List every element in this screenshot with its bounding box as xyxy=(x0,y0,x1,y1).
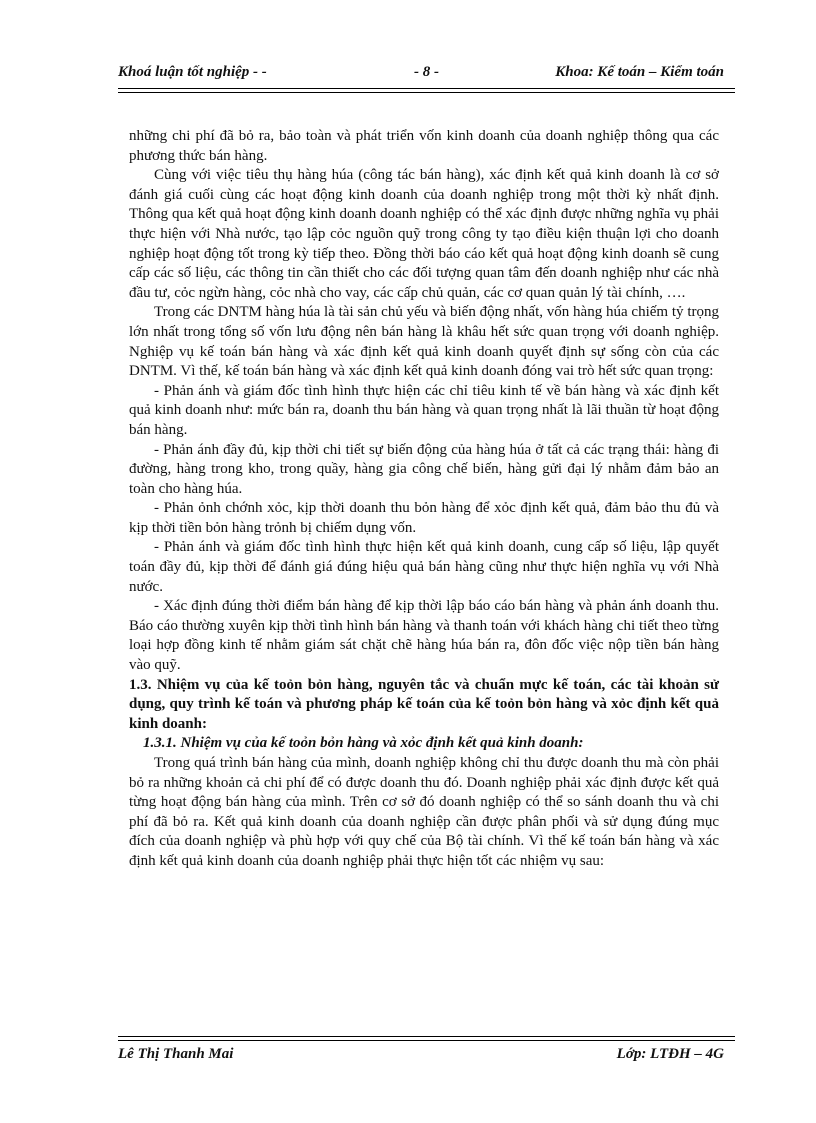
paragraph-continuation: những chi phí đã bỏ ra, bảo toàn và phát triển vốn kinh doanh của doanh nghiệp thông qua các phương thức bán hàng. xyxy=(129,128,719,164)
header-rule-thin xyxy=(118,92,735,93)
page-body xyxy=(129,127,719,872)
header-thesis-title: Khoá luận tốt nghiệp - - xyxy=(118,64,267,80)
footer-rule-thin xyxy=(118,1040,735,1041)
section-heading: 1.3. Nhiệm vụ của kế toỏn bỏn hàng, nguyên tắc và chuẩn mực kế toán, các tài khoản sử dụng, quy trình kế toán và phương pháp kế toán của kế toỏn bỏn hàng và xỏc định kết quả kinh doanh: xyxy=(129,676,719,732)
page-number: - 8 - xyxy=(414,64,439,80)
bullet-item: - Phản ánh và giám đốc tình hình thực hiện kết quả kinh doanh, cung cấp số liệu, lập quyết toán đầy đủ, kịp thời để đánh giá đúng hiệu quả bán hàng cũng như thực hiện nghĩa vụ với Nhà nước. xyxy=(129,539,719,595)
bullet-item: - Phản ỏnh chớnh xỏc, kịp thời doanh thu bỏn hàng để xỏc định kết quả, đảm bảo thu đủ và kịp thời tiền bỏn hàng trỏnh bị chiếm dụng vốn. xyxy=(129,500,719,536)
header-faculty: Khoa: Kế toán – Kiểm toán xyxy=(555,64,724,80)
footer-author: Lê Thị Thanh Mai xyxy=(118,1046,234,1062)
bullet-item: - Xác định đúng thời điểm bán hàng để kịp thời lập báo cáo bán hàng và phản ánh doanh thu. Báo cáo thường xuyên kịp thời tình hình bán hàng và thanh toán với khách hàng chi tiết theo từng loại hợp đồng kinh tế nhằm giám sát chặt chẽ hàng húa bán ra, đôn đốc việc nộp tiền bán hàng vào quỹ. xyxy=(129,598,719,674)
page-header xyxy=(118,64,724,86)
footer-rule-thick xyxy=(118,1036,735,1037)
footer-class: Lớp: LTĐH – 4G xyxy=(616,1046,724,1062)
subsection-heading: 1.3.1. Nhiệm vụ của kế toỏn bỏn hàng và xỏc định kết quả kinh doanh: xyxy=(143,735,584,752)
bullet-item: - Phản ánh đầy đủ, kịp thời chi tiết sự biến động của hàng húa ở tất cả các trạng thái: hàng đi đường, hàng trong kho, trong quầy, hàng gia công chế biến, hàng gửi đại lý nhằm đảm bảo an toàn cho hàng húa. xyxy=(129,441,719,497)
paragraph: Trong quá trình bán hàng của mình, doanh nghiệp không chỉ thu được doanh thu mà còn phải bỏ ra những khoản cả chi phí để có được doanh thu đó. Doanh nghiệp phải xác định được kết quả từng hoạt động bán hàng của mình. Trên cơ sở đó doanh nghiệp có thể so sánh doanh thu và chi phí đã bỏ ra. Kết quả kinh doanh của doanh nghiệp cần được phân phối và sử dụng đúng mục đích của doanh nghiệp và phù hợp với quy chế của Bộ tài chính. Vì thế kế toán bán hàng và xác định kết quả kinh doanh của doanh nghiệp phải thực hiện tốt các nhiệm vụ sau: xyxy=(129,755,719,869)
paragraph: Cùng với việc tiêu thụ hàng húa (công tác bán hàng), xác định kết quả kinh doanh là cơ sở đánh giá cuối cùng các hoạt động kinh doanh của doanh nghiệp trong một thời kỳ nhất định. Thông qua kết quả hoạt động kinh doanh doanh nghiệp có thể xác định được những nghĩa vụ phải thực hiện với Nhà nước, tạo lập cỏc nguồn quỹ trong công ty tạo điều kiện thuận lợi cho doanh nghiệp hoạt động tốt trong kỳ tiếp theo. Đồng thời báo cáo kết quả hoạt động kinh doanh sẽ cung cấp các số liệu, các thông tin cần thiết cho các đối tượng quan tâm đến doanh nghiệp như các nhà đầu tư, cỏc ngừn hàng, cỏc nhà cho vay, các cấp chủ quản, các cơ quan quản lý tài chính, …. xyxy=(129,167,719,301)
paragraph: Trong các DNTM hàng húa là tài sản chủ yếu và biến động nhất, vốn hàng húa chiếm tỷ trọng lớn nhất trong tổng số vốn lưu động nên bán hàng là khâu hết sức quan trọng với doanh nghiệp. Nghiệp vụ kế toán bán hàng và xác định kết quả kinh doanh quyết định sự sống còn của các DNTM. Vì thế, kế toán bán hàng và xác định kết quả kinh doanh đóng vai trò hết sức quan trọng: xyxy=(129,304,719,380)
bullet-item: - Phản ánh và giám đốc tình hình thực hiện các chỉ tiêu kinh tế về bán hàng và xác định kết quả kinh doanh như: mức bán ra, doanh thu bán hàng và quan trọng nhất là lãi thuần từ hoạt động bán hàng. xyxy=(129,382,719,438)
header-rule-thick xyxy=(118,88,735,89)
page-footer xyxy=(118,1046,724,1068)
